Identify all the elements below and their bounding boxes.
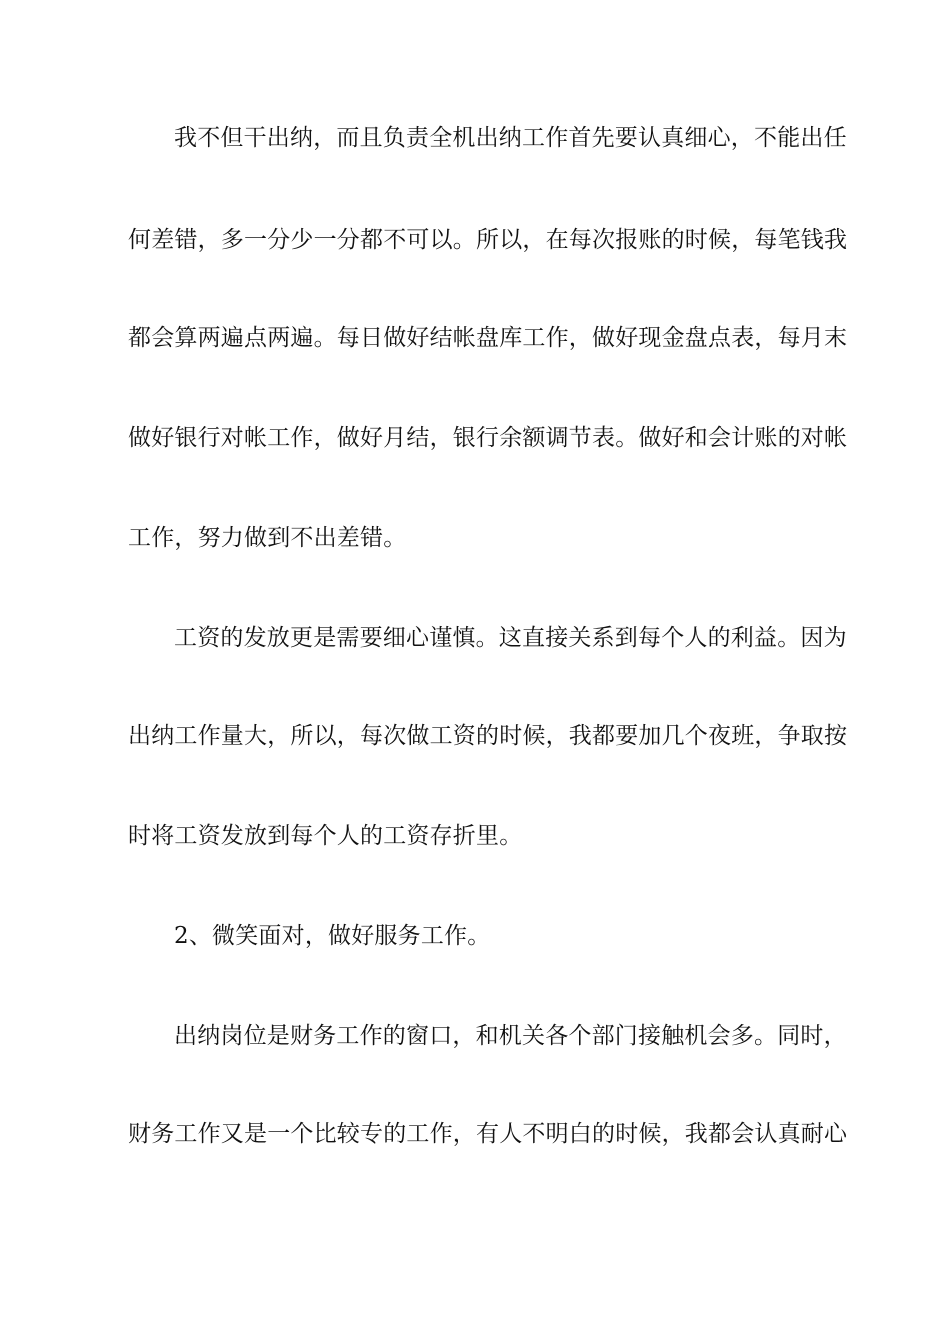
paragraph-line: 工资的发放更是需要细心谨慎。这直接关系到每个人的利益。因为 (174, 625, 847, 651)
paragraph-line: 做好银行对帐工作，做好月结，银行余额调节表。做好和会计账的对帐 (128, 425, 848, 451)
paragraph-line: 工作，努力做到不出差错。 (128, 525, 407, 551)
paragraph-line: 出纳工作量大，所以，每次做工资的时候，我都要加几个夜班，争取按 (128, 723, 848, 749)
paragraph-line: 何差错，多一分少一分都不可以。所以，在每次报账的时候，每笔钱我 (128, 227, 848, 253)
paragraph-line: 都会算两遍点两遍。每日做好结帐盘库工作，做好现金盘点表，每月末 (128, 325, 848, 351)
paragraph-line: 时将工资发放到每个人的工资存折里。 (128, 823, 523, 849)
paragraph-line: 出纳岗位是财务工作的窗口，和机关各个部门接触机会多。同时， (174, 1023, 847, 1049)
paragraph-line: 财务工作又是一个比较专的工作，有人不明白的时候，我都会认真耐心 (128, 1121, 848, 1147)
section-heading: 2、微笑面对，做好服务工作。 (174, 923, 491, 949)
paragraph-line: 我不但干出纳，而且负责全机出纳工作首先要认真细心，不能出任 (174, 125, 847, 151)
